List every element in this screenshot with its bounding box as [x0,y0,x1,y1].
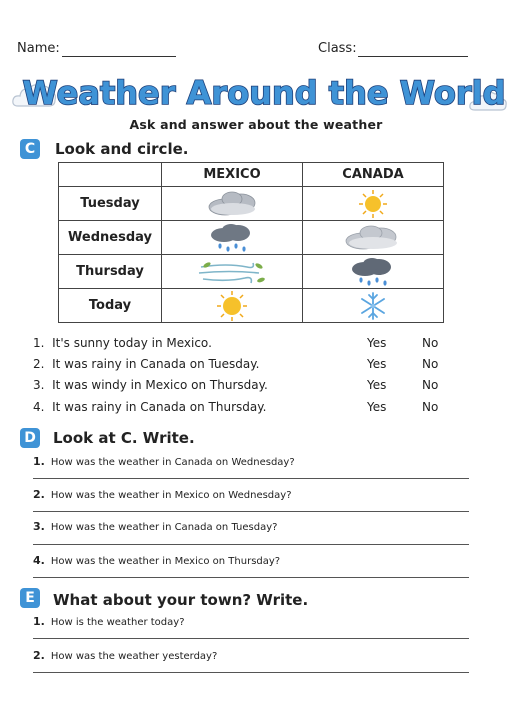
rainy-icon [162,221,303,255]
statement-1: 1. It's sunny today in Mexico. [33,336,212,350]
question-e-1: 1. How is the weather today? [33,615,185,628]
sunny-icon [162,289,303,323]
table-row [59,221,444,255]
table-header-row [59,163,444,187]
page-subtitle: Ask and answer about the weather [129,117,383,132]
cloudy-icon [162,187,303,221]
class-label: Class: [318,41,357,56]
name-field[interactable] [62,55,176,57]
table-row [59,255,444,289]
no-option[interactable]: No [422,336,439,350]
class-field[interactable] [358,55,468,57]
answer-line[interactable] [33,672,469,673]
day-label: Tuesday [59,187,162,221]
question-d-3: 3. How was the weather in Canada on Tuesday? [33,520,278,533]
question-e-2: 2. How was the weather yesterday? [33,649,218,662]
no-option[interactable]: No [422,400,439,414]
table-row [59,289,444,323]
name-label: Name: [17,41,60,56]
cloudy-icon [303,221,444,255]
no-option[interactable]: No [422,357,439,371]
table-corner [59,163,162,187]
section-e-badge: E [20,588,40,608]
section-e-heading: What about your town? Write. [53,591,309,609]
windy-icon [162,255,303,289]
answer-line[interactable] [33,577,469,578]
sunny-icon [303,187,444,221]
column-header-mexico: MEXICO [162,163,303,187]
section-d-badge: D [20,428,40,448]
yes-option[interactable]: Yes [367,400,387,414]
weather-table [58,162,444,323]
statement-4: 4. It was rainy in Canada on Thursday. [33,400,267,414]
statement-3: 3. It was windy in Mexico on Thursday. [33,378,268,392]
column-header-canada: CANADA [303,163,444,187]
answer-line[interactable] [33,638,469,639]
table-row [59,187,444,221]
question-d-1: 1. How was the weather in Canada on Wednesday? [33,455,295,468]
yes-option[interactable]: Yes [367,378,387,392]
page-title [22,70,506,114]
no-option[interactable]: No [422,378,439,392]
section-c-heading: Look and circle. [55,140,189,158]
section-c-badge: C [20,139,40,159]
svg-text:Weather Around the World: Weather Around the World [22,74,506,112]
question-d-4: 4. How was the weather in Mexico on Thursday? [33,554,281,567]
snowy-icon [303,289,444,323]
day-label: Thursday [59,255,162,289]
answer-line[interactable] [33,544,469,545]
section-d-heading: Look at C. Write. [53,429,195,447]
rainy-icon [303,255,444,289]
yes-option[interactable]: Yes [367,357,387,371]
day-label: Today [59,289,162,323]
yes-option[interactable]: Yes [367,336,387,350]
question-d-2: 2. How was the weather in Mexico on Wednesday? [33,488,292,501]
answer-line[interactable] [33,511,469,512]
statement-2: 2. It was rainy in Canada on Tuesday. [33,357,260,371]
answer-line[interactable] [33,478,469,479]
day-label: Wednesday [59,221,162,255]
